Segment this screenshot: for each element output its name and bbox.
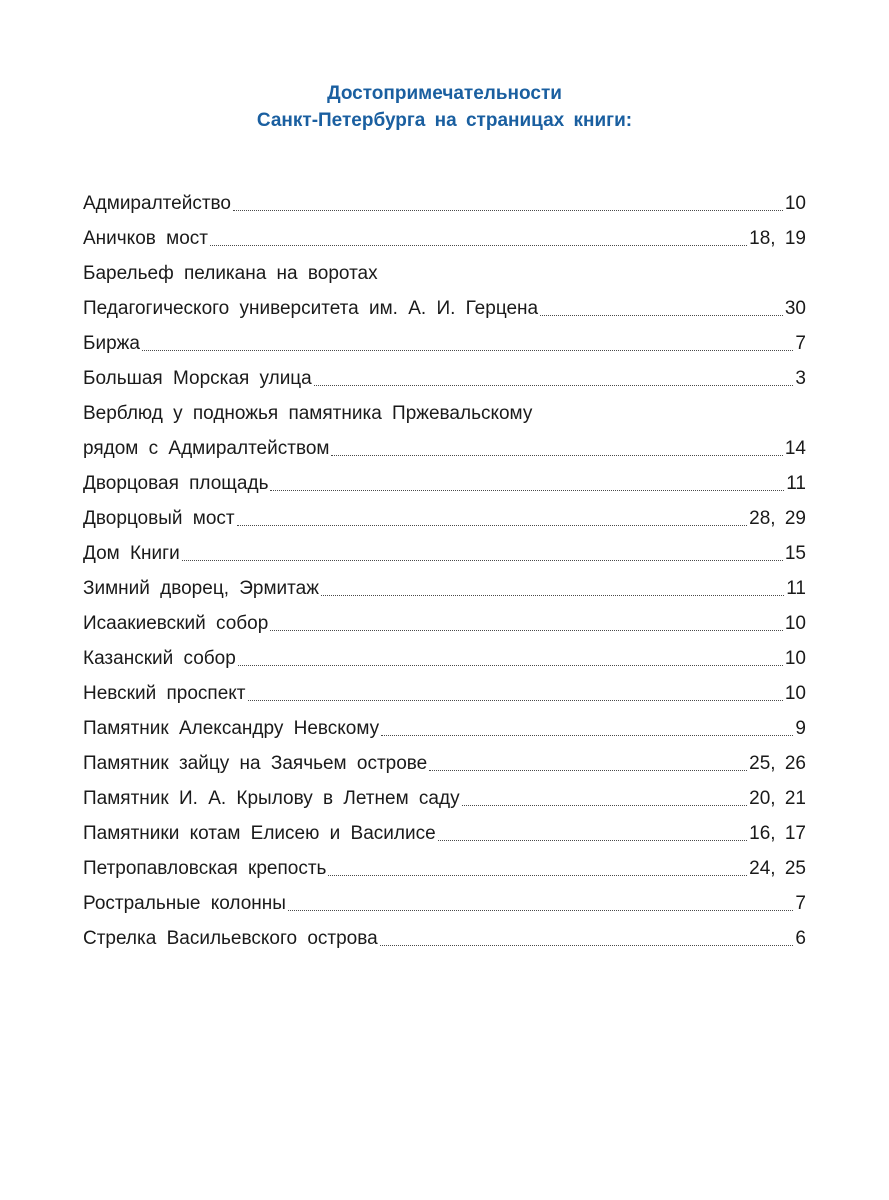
page-numbers: 6 bbox=[795, 928, 806, 949]
index-entry-row bbox=[83, 787, 806, 810]
dot-leader bbox=[142, 350, 793, 351]
index-entry bbox=[83, 367, 806, 390]
dot-leader bbox=[328, 875, 747, 876]
index-entry-row bbox=[83, 717, 806, 740]
dot-leader bbox=[233, 210, 783, 211]
index-entry bbox=[83, 402, 806, 460]
index-entry-row bbox=[83, 192, 806, 215]
index-entry bbox=[83, 262, 806, 320]
page-numbers: 24, 25 bbox=[749, 858, 806, 879]
index-entry bbox=[83, 717, 806, 740]
landmarks-index bbox=[83, 192, 806, 962]
dot-leader bbox=[270, 490, 784, 491]
index-entry-row bbox=[83, 507, 806, 530]
index-entry-row bbox=[83, 927, 806, 950]
dot-leader bbox=[314, 385, 794, 386]
page-numbers: 9 bbox=[795, 718, 806, 739]
index-entry bbox=[83, 577, 806, 600]
page-numbers: 7 bbox=[795, 893, 806, 914]
index-entry-row bbox=[83, 542, 806, 565]
dot-leader bbox=[182, 560, 783, 561]
title-line-1: Достопримечательности bbox=[327, 83, 562, 104]
dot-leader bbox=[380, 945, 794, 946]
index-entry bbox=[83, 647, 806, 670]
dot-leader bbox=[288, 910, 794, 911]
index-entry-row bbox=[83, 682, 806, 705]
landmark-name: Дворцовая площадь bbox=[83, 473, 269, 494]
landmark-name: Адмиралтейство bbox=[83, 193, 231, 214]
landmark-name: Ростральные колонны bbox=[83, 893, 286, 914]
dot-leader bbox=[237, 525, 748, 526]
index-entry-first-line: Верблюд у подножья памятника Пржевальскому bbox=[83, 403, 533, 424]
index-entry-first-line: Барельеф пеликана на воротах bbox=[83, 263, 378, 284]
page-numbers: 20, 21 bbox=[749, 788, 806, 809]
dot-leader bbox=[540, 315, 783, 316]
page-numbers: 16, 17 bbox=[749, 823, 806, 844]
index-entry-row bbox=[83, 857, 806, 880]
dot-leader bbox=[429, 770, 747, 771]
index-entry bbox=[83, 192, 806, 215]
index-entry bbox=[83, 507, 806, 530]
landmark-name: Памятник Александру Невскому bbox=[83, 718, 380, 739]
index-entry bbox=[83, 892, 806, 915]
index-entry-row bbox=[83, 577, 806, 600]
landmark-name: Петропавловская крепость bbox=[83, 858, 327, 879]
page-numbers: 15 bbox=[784, 543, 806, 564]
index-entry bbox=[83, 542, 806, 565]
landmark-name: Большая Морская улица bbox=[83, 368, 312, 389]
landmark-name: Биржа bbox=[83, 333, 140, 354]
index-entry-row bbox=[83, 227, 806, 250]
index-entry bbox=[83, 857, 806, 880]
dot-leader bbox=[381, 735, 793, 736]
index-entry-row bbox=[83, 297, 806, 320]
landmark-name: Стрелка Васильевского острова bbox=[83, 928, 378, 949]
index-entry bbox=[83, 787, 806, 810]
landmark-name: Памятники котам Елисею и Василисе bbox=[83, 823, 436, 844]
index-entry bbox=[83, 472, 806, 495]
dot-leader bbox=[462, 805, 748, 806]
index-entry-row bbox=[83, 472, 806, 495]
landmark-name: Невский проспект bbox=[83, 683, 246, 704]
dot-leader bbox=[321, 595, 784, 596]
index-entry-row bbox=[83, 367, 806, 390]
index-entry bbox=[83, 332, 806, 355]
index-entry-row bbox=[83, 822, 806, 845]
page-numbers: 10 bbox=[784, 648, 806, 669]
page-numbers: 7 bbox=[795, 333, 806, 354]
index-entry bbox=[83, 927, 806, 950]
page-numbers: 10 bbox=[784, 683, 806, 704]
index-entry bbox=[83, 612, 806, 635]
landmark-name: Дворцовый мост bbox=[83, 508, 235, 529]
dot-leader bbox=[331, 455, 782, 456]
index-entry-row bbox=[83, 332, 806, 355]
title-line-2: Санкт-Петербурга на страницах книги: bbox=[256, 110, 633, 131]
index-entry-row bbox=[83, 612, 806, 635]
index-entry-row bbox=[83, 647, 806, 670]
page-numbers: 30 bbox=[784, 298, 806, 319]
page-numbers: 14 bbox=[784, 438, 806, 459]
page-numbers: 10 bbox=[784, 613, 806, 634]
index-entry bbox=[83, 822, 806, 845]
index-entry bbox=[83, 227, 806, 250]
dot-leader bbox=[270, 630, 783, 631]
page-numbers: 25, 26 bbox=[749, 753, 806, 774]
page-numbers: 10 bbox=[784, 193, 806, 214]
landmark-name: Исаакиевский собор bbox=[83, 613, 269, 634]
index-entry-row bbox=[83, 752, 806, 775]
page-numbers: 11 bbox=[786, 578, 806, 599]
index-entry-row bbox=[83, 437, 806, 460]
index-entry bbox=[83, 682, 806, 705]
landmark-name: Дом Книги bbox=[83, 543, 180, 564]
landmark-name: Памятник И. А. Крылову в Летнем саду bbox=[83, 788, 460, 809]
page-numbers: 18, 19 bbox=[749, 228, 806, 249]
landmark-name: Аничков мост bbox=[83, 228, 208, 249]
landmark-name: Памятник зайцу на Заячьем острове bbox=[83, 753, 428, 774]
dot-leader bbox=[238, 665, 783, 666]
dot-leader bbox=[210, 245, 747, 246]
page-numbers: 3 bbox=[795, 368, 806, 389]
dot-leader bbox=[438, 840, 748, 841]
page-numbers: 28, 29 bbox=[749, 508, 806, 529]
landmark-name: Педагогического университета им. А. И. Герцена bbox=[83, 298, 539, 319]
dot-leader bbox=[248, 700, 783, 701]
page-numbers: 11 bbox=[786, 473, 806, 494]
landmark-name: рядом с Адмиралтейством bbox=[83, 438, 330, 459]
landmark-name: Казанский собор bbox=[83, 648, 236, 669]
index-entry-row bbox=[83, 892, 806, 915]
landmark-name: Зимний дворец, Эрмитаж bbox=[83, 578, 319, 599]
page-title bbox=[0, 80, 889, 134]
index-entry bbox=[83, 752, 806, 775]
